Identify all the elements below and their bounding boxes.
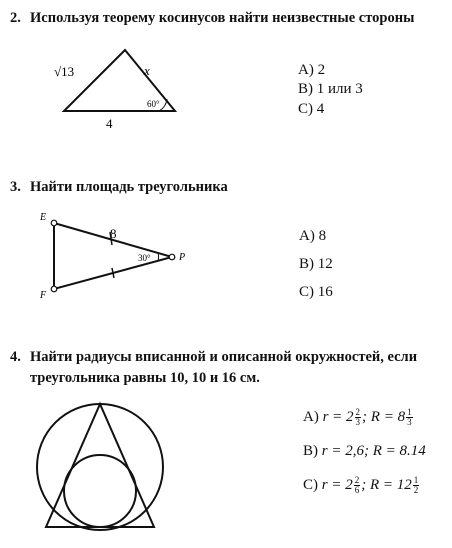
question-3-text: Найти площадь треугольника [30, 179, 228, 195]
question-3-triangle-figure [28, 205, 208, 305]
q4-answer-a [303, 408, 414, 427]
vertex-p-dot [169, 254, 175, 260]
q4-answer-a-letter: A) [303, 408, 319, 425]
q2-answer-c: C) 4 [298, 101, 325, 117]
side-label-8: 8 [110, 226, 117, 241]
question-4-number: 4. [10, 349, 21, 365]
q4-answer-b-letter: B) [303, 443, 318, 459]
q4-answer-c-letter: C) [303, 476, 318, 493]
circumscribed-circle [37, 404, 163, 530]
tick-mark-fp [112, 268, 114, 278]
question-2-text: Используя теорему косинусов найти неизвестные стороны [30, 10, 415, 26]
q3-answer-c: C) 16 [299, 284, 333, 300]
q4-answer-b [303, 443, 426, 460]
q4-answer-a-R: ; R = 8 [362, 408, 406, 425]
q2-answer-b: B) 1 или 3 [298, 81, 363, 97]
side-label-x: x [144, 63, 150, 78]
question-4-text-line2: треугольника равны 10, 10 и 16 см. [30, 370, 260, 386]
question-4-text-line1: Найти радиусы вписанной и описанной окружностей, если [30, 349, 418, 365]
vertex-f-dot [51, 286, 57, 292]
q4-answer-c-R: ; R = 12 [361, 476, 412, 493]
question-4-circles-figure [25, 395, 175, 545]
q4-answer-a-r-fraction: $\frac{2}{3}$ [355, 407, 361, 427]
inscribed-circle [64, 455, 136, 527]
triangle-4-shape [46, 404, 154, 527]
question-3-number: 3. [10, 179, 21, 195]
q4-answer-a-r: r = 2 [322, 408, 354, 425]
q4-answer-c-r-fraction: $\frac{2}{6}$ [354, 475, 360, 495]
q4-answer-c [303, 476, 420, 495]
question-2-triangle-figure [40, 40, 200, 140]
question-2-number: 2. [10, 10, 21, 26]
q2-answer-a: A) 2 [298, 62, 326, 78]
side-label-4: 4 [106, 116, 113, 131]
q4-answer-b-text: r = 2,6; R = 8.14 [321, 443, 426, 459]
vertex-label-p: P [179, 252, 186, 263]
q3-answer-b: B) 12 [299, 256, 333, 272]
vertex-e-dot [51, 220, 57, 226]
q4-answer-c-r: r = 2 [321, 476, 353, 493]
side-label-sqrt13: √13 [54, 64, 75, 79]
vertex-label-e: E [40, 212, 47, 223]
angle-label-30: 30° [138, 253, 151, 263]
angle-label-60: 60° [147, 99, 160, 109]
q4-answer-c-R-fraction: $\frac{1}{2}$ [413, 475, 419, 495]
vertex-label-f: F [40, 290, 47, 301]
angle-30-arc [158, 253, 159, 261]
q4-answer-a-R-fraction: $\frac{1}{3}$ [407, 407, 412, 427]
q3-answer-a: A) 8 [299, 228, 327, 244]
